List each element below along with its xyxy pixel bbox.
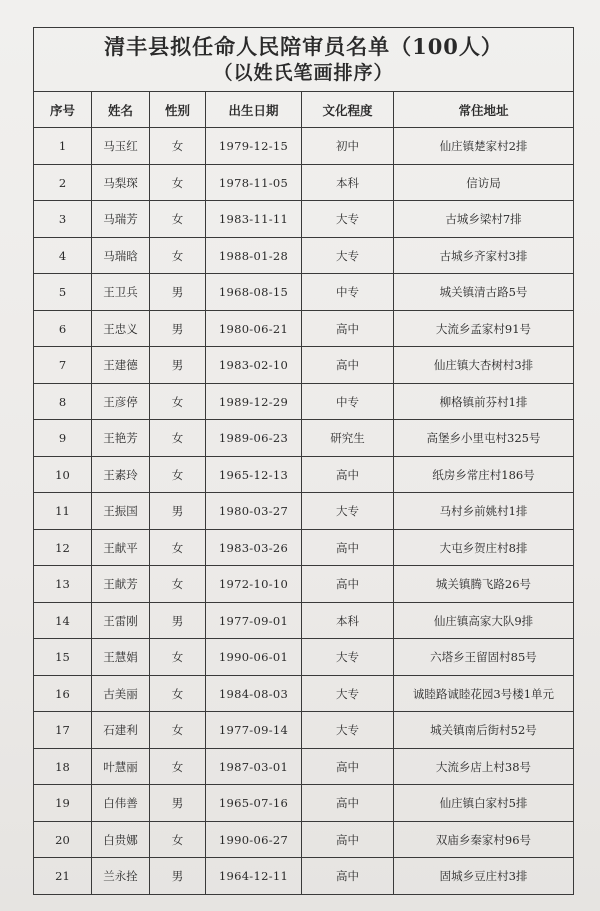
cell-birth-date: 1964-12-11 <box>206 858 302 895</box>
cell-name: 王彦停 <box>92 383 150 420</box>
cell-education: 高中 <box>302 347 394 384</box>
cell-gender: 男 <box>150 347 206 384</box>
cell-education: 高中 <box>302 785 394 822</box>
cell-name: 兰永拴 <box>92 858 150 895</box>
header-gender: 性别 <box>150 92 206 128</box>
cell-gender: 女 <box>150 420 206 457</box>
header-birth-date: 出生日期 <box>206 92 302 128</box>
cell-education: 本科 <box>302 602 394 639</box>
cell-education: 高中 <box>302 529 394 566</box>
cell-address: 信访局 <box>394 164 574 201</box>
cell-name: 马瑞芳 <box>92 201 150 238</box>
cell-birth-date: 1965-12-13 <box>206 456 302 493</box>
title-block <box>34 28 574 92</box>
cell-serial-number: 5 <box>34 274 92 311</box>
cell-education: 中专 <box>302 274 394 311</box>
cell-education: 研究生 <box>302 420 394 457</box>
table-row <box>34 128 574 165</box>
header-serial-number: 序号 <box>34 92 92 128</box>
cell-serial-number: 18 <box>34 748 92 785</box>
cell-address: 诚睦路诚睦花园3号楼1单元 <box>394 675 574 712</box>
cell-gender: 女 <box>150 201 206 238</box>
cell-serial-number: 8 <box>34 383 92 420</box>
cell-address: 柳格镇前芬村1排 <box>394 383 574 420</box>
cell-birth-date: 1980-06-21 <box>206 310 302 347</box>
cell-gender: 女 <box>150 237 206 274</box>
cell-serial-number: 17 <box>34 712 92 749</box>
cell-birth-date: 1977-09-14 <box>206 712 302 749</box>
cell-serial-number: 7 <box>34 347 92 384</box>
table-row <box>34 748 574 785</box>
cell-name: 古美丽 <box>92 675 150 712</box>
cell-serial-number: 13 <box>34 566 92 603</box>
cell-serial-number: 15 <box>34 639 92 676</box>
cell-gender: 男 <box>150 785 206 822</box>
cell-gender: 女 <box>150 821 206 858</box>
cell-education: 高中 <box>302 858 394 895</box>
juror-roster-table <box>33 27 574 895</box>
cell-education: 高中 <box>302 456 394 493</box>
cell-birth-date: 1983-11-11 <box>206 201 302 238</box>
cell-name: 王艳芳 <box>92 420 150 457</box>
table-row <box>34 274 574 311</box>
cell-serial-number: 12 <box>34 529 92 566</box>
table-row <box>34 602 574 639</box>
cell-name: 王献芳 <box>92 566 150 603</box>
table-row <box>34 566 574 603</box>
cell-gender: 女 <box>150 529 206 566</box>
table-header-row <box>34 92 574 128</box>
cell-address: 城关镇腾飞路26号 <box>394 566 574 603</box>
header-address: 常住地址 <box>394 92 574 128</box>
cell-name: 叶慧丽 <box>92 748 150 785</box>
cell-birth-date: 1983-02-10 <box>206 347 302 384</box>
cell-name: 白伟善 <box>92 785 150 822</box>
cell-name: 王卫兵 <box>92 274 150 311</box>
cell-birth-date: 1965-07-16 <box>206 785 302 822</box>
cell-education: 大专 <box>302 493 394 530</box>
cell-serial-number: 2 <box>34 164 92 201</box>
cell-gender: 男 <box>150 274 206 311</box>
table-row <box>34 237 574 274</box>
cell-address: 仙庄镇楚家村2排 <box>394 128 574 165</box>
cell-name: 王慧娟 <box>92 639 150 676</box>
cell-serial-number: 14 <box>34 602 92 639</box>
cell-gender: 男 <box>150 602 206 639</box>
table-row <box>34 201 574 238</box>
cell-gender: 女 <box>150 748 206 785</box>
header-education: 文化程度 <box>302 92 394 128</box>
cell-serial-number: 20 <box>34 821 92 858</box>
cell-birth-date: 1977-09-01 <box>206 602 302 639</box>
cell-name: 王素玲 <box>92 456 150 493</box>
cell-name: 石建利 <box>92 712 150 749</box>
header-name: 姓名 <box>92 92 150 128</box>
cell-serial-number: 6 <box>34 310 92 347</box>
cell-address: 纸房乡常庄村186号 <box>394 456 574 493</box>
cell-gender: 女 <box>150 128 206 165</box>
cell-serial-number: 10 <box>34 456 92 493</box>
cell-address: 大流乡孟家村91号 <box>394 310 574 347</box>
cell-birth-date: 1990-06-27 <box>206 821 302 858</box>
cell-address: 仙庄镇白家村5排 <box>394 785 574 822</box>
cell-name: 王建德 <box>92 347 150 384</box>
cell-serial-number: 4 <box>34 237 92 274</box>
cell-address: 六塔乡王留固村85号 <box>394 639 574 676</box>
cell-gender: 男 <box>150 493 206 530</box>
cell-gender: 女 <box>150 712 206 749</box>
table-row <box>34 639 574 676</box>
table-row <box>34 456 574 493</box>
cell-name: 马玉红 <box>92 128 150 165</box>
cell-gender: 女 <box>150 383 206 420</box>
cell-gender: 女 <box>150 164 206 201</box>
cell-serial-number: 11 <box>34 493 92 530</box>
cell-address: 固城乡豆庄村3排 <box>394 858 574 895</box>
cell-address: 古城乡齐家村3排 <box>394 237 574 274</box>
table-row <box>34 785 574 822</box>
cell-gender: 男 <box>150 858 206 895</box>
cell-birth-date: 1968-08-15 <box>206 274 302 311</box>
cell-birth-date: 1978-11-05 <box>206 164 302 201</box>
cell-birth-date: 1987-03-01 <box>206 748 302 785</box>
cell-gender: 女 <box>150 456 206 493</box>
cell-name: 王忠义 <box>92 310 150 347</box>
cell-address: 马村乡前姚村1排 <box>394 493 574 530</box>
cell-address: 仙庄镇高家大队9排 <box>394 602 574 639</box>
cell-birth-date: 1983-03-26 <box>206 529 302 566</box>
cell-address: 城关镇清古路5号 <box>394 274 574 311</box>
cell-education: 高中 <box>302 566 394 603</box>
table-row <box>34 383 574 420</box>
cell-education: 本科 <box>302 164 394 201</box>
table-row <box>34 493 574 530</box>
cell-education: 高中 <box>302 748 394 785</box>
cell-address: 仙庄镇大杏树村3排 <box>394 347 574 384</box>
cell-birth-date: 1990-06-01 <box>206 639 302 676</box>
cell-gender: 女 <box>150 675 206 712</box>
cell-address: 大屯乡贺庄村8排 <box>394 529 574 566</box>
cell-birth-date: 1980-03-27 <box>206 493 302 530</box>
table-row <box>34 420 574 457</box>
cell-name: 王献平 <box>92 529 150 566</box>
cell-birth-date: 1989-06-23 <box>206 420 302 457</box>
table-row <box>34 347 574 384</box>
document-title: 清丰县拟任命人民陪审员名单（100人） <box>104 33 503 59</box>
cell-address: 双庙乡秦家村96号 <box>394 821 574 858</box>
cell-name: 王振国 <box>92 493 150 530</box>
cell-education: 高中 <box>302 310 394 347</box>
cell-birth-date: 1989-12-29 <box>206 383 302 420</box>
cell-serial-number: 1 <box>34 128 92 165</box>
cell-education: 大专 <box>302 201 394 238</box>
cell-education: 大专 <box>302 712 394 749</box>
cell-name: 白贵娜 <box>92 821 150 858</box>
cell-serial-number: 16 <box>34 675 92 712</box>
cell-education: 大专 <box>302 237 394 274</box>
table-row <box>34 712 574 749</box>
table-row <box>34 858 574 895</box>
cell-birth-date: 1979-12-15 <box>206 128 302 165</box>
table-row <box>34 310 574 347</box>
cell-gender: 男 <box>150 310 206 347</box>
table-row <box>34 164 574 201</box>
cell-serial-number: 21 <box>34 858 92 895</box>
cell-serial-number: 9 <box>34 420 92 457</box>
cell-gender: 女 <box>150 566 206 603</box>
table-row <box>34 529 574 566</box>
cell-education: 大专 <box>302 639 394 676</box>
cell-birth-date: 1984-08-03 <box>206 675 302 712</box>
cell-education: 大专 <box>302 675 394 712</box>
cell-education: 中专 <box>302 383 394 420</box>
cell-address: 城关镇南后街村52号 <box>394 712 574 749</box>
cell-serial-number: 19 <box>34 785 92 822</box>
cell-address: 高堡乡小里屯村325号 <box>394 420 574 457</box>
cell-name: 马瑞晗 <box>92 237 150 274</box>
document-subtitle: （以姓氏笔画排序） <box>213 61 394 84</box>
cell-address: 大流乡店上村38号 <box>394 748 574 785</box>
cell-gender: 女 <box>150 639 206 676</box>
cell-name: 马梨琛 <box>92 164 150 201</box>
cell-education: 初中 <box>302 128 394 165</box>
cell-name: 王雷刚 <box>92 602 150 639</box>
cell-birth-date: 1988-01-28 <box>206 237 302 274</box>
table-row <box>34 821 574 858</box>
cell-birth-date: 1972-10-10 <box>206 566 302 603</box>
cell-education: 高中 <box>302 821 394 858</box>
cell-address: 古城乡梁村7排 <box>394 201 574 238</box>
cell-serial-number: 3 <box>34 201 92 238</box>
table-row <box>34 675 574 712</box>
